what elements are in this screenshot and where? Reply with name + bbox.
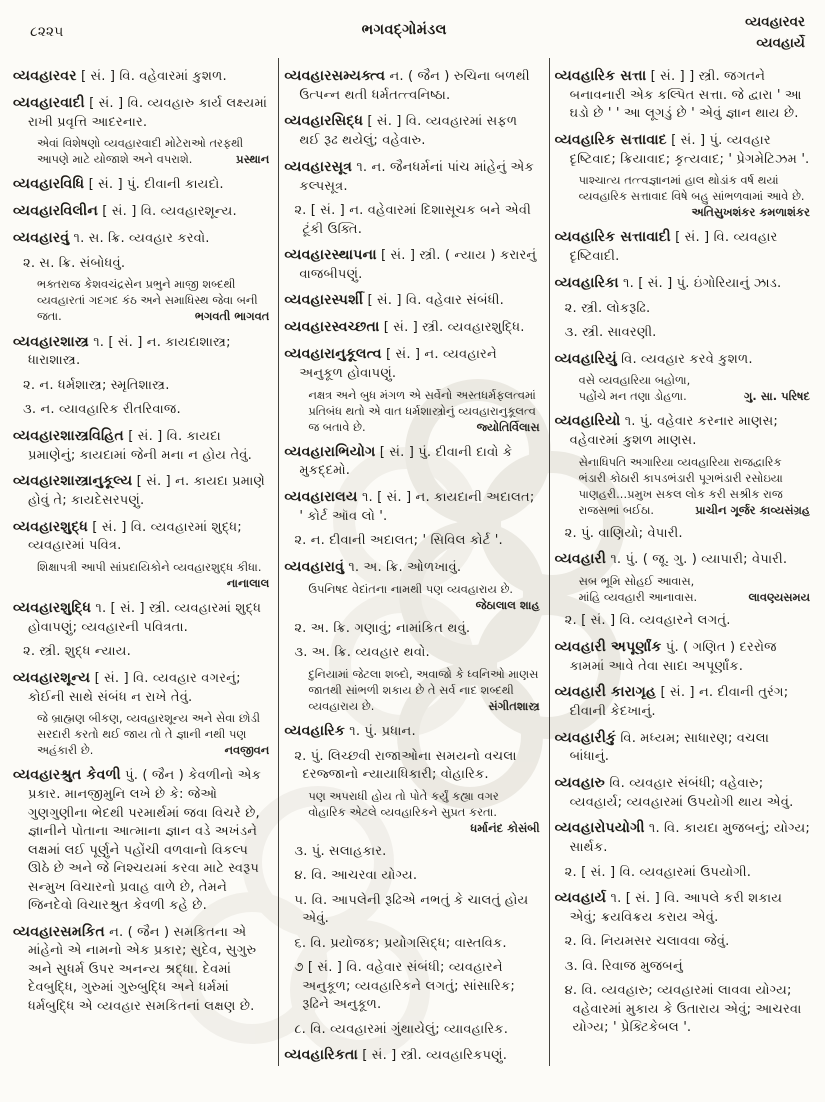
headword: વ્યવહારવર xyxy=(13,68,77,84)
entry-body: વિ. વ્યવહાર કરવે કુશળ. xyxy=(616,351,753,367)
headword: વ્યવહારશુદ્ધ xyxy=(13,518,88,535)
citation-source: જેઠાલાલ શાહ xyxy=(475,598,540,612)
dictionary-entry xyxy=(555,819,812,857)
book-title: ભગવદ્ગોમંડલ xyxy=(361,22,447,38)
entry-body: [ સં. ] સ્ત્રી. વ્યવહારશુદ્ધિ. xyxy=(379,320,525,336)
citation-block xyxy=(308,789,539,837)
entry-body: વિ. વ્યવહાર સંબંધી; વહેવારુ; વ્યવહાર્ય; વ્યવહારમાં ઉપયોગી થાય એવું. xyxy=(569,775,794,810)
dictionary-entry xyxy=(13,599,271,637)
citation-source: નાનાલાલ xyxy=(226,576,270,590)
citation-text: ઉપનિષદ વેદાંતના નામથી પણ વ્યવહારાય છે. xyxy=(308,582,514,596)
citation-block xyxy=(308,667,539,715)
headword: વ્યવહારિક સત્તાવાદી xyxy=(554,229,671,246)
headword: વ્યવહારશુદ્ધિ xyxy=(13,599,92,616)
sense-item: ૩. ન. વ્યાવહારિક રીતરિવાજ. xyxy=(23,402,181,418)
entry-body: ૧. પું. ( જૂ. ગુ. ) વ્યાપારી; વેપારી. xyxy=(606,552,788,568)
sense-item: ૨. અ. ક્રિ. ગણાવું; નામાંકિત થવું. xyxy=(294,620,471,636)
citation-text: શિક્ષાપત્રી આપી સાંપ્રદાયિકોને વ્યવહારશુદ્ધ કીધા. xyxy=(37,560,262,574)
sense-item: ૨. [ સં. ] વિ. વ્યવહારને લગતું. xyxy=(564,613,731,629)
citation-text: નક્ષત્ર અને બુધ મંગળ એ સર્વેનો અસ્તધર્મફલત્વમાં પ્રતિબંધ થતો એ વાત ધર્મશાસ્ત્રોનું વ્યવહારાનુકૂલત્વ જ બતાવે છે. xyxy=(308,388,536,434)
citation-block xyxy=(37,277,269,325)
dictionary-entry xyxy=(555,889,812,927)
dictionary-entry xyxy=(284,488,541,526)
guide-word-bottom: વ્યવહાર્યે xyxy=(756,34,805,51)
sense-item: ૪. વિ. આચરવા યોગ્ય. xyxy=(294,868,418,884)
entry-body: ૧. [ સં. ] ન. કાયદાની અદાલત; ' કોર્ટ ઑવ લો '. xyxy=(299,489,535,524)
headword: વ્યવહારસ્પર્શી xyxy=(284,292,364,309)
citation-block xyxy=(37,560,269,592)
guide-word-top: વ્યવહારવર xyxy=(745,14,805,30)
dictionary-entry xyxy=(555,350,812,370)
headword: વ્યવહારવિલીન xyxy=(13,203,99,220)
sense-item: ૩. સ્ત્રી. સાવરણી. xyxy=(564,325,657,341)
dictionary-entry xyxy=(284,291,541,311)
page-number: ૮૨૨૫ xyxy=(30,24,64,40)
dictionary-entry xyxy=(555,729,812,767)
entry-body: [ સં. ] પું. દીવાની કાયદો. xyxy=(84,177,224,193)
entry-body: [ સં. ] ન. કાયદા પ્રમાણે હોવું તે; કાયદેસરપણું. xyxy=(28,474,266,509)
dictionary-entry xyxy=(284,345,541,383)
dictionary-entry xyxy=(284,443,541,481)
citation-block xyxy=(579,455,810,519)
citation-source: ભગવતી ભાગવત xyxy=(194,310,270,324)
entry-body: [ સં. ] સ્ત્રી. ( ન્યાય ) કરારનું વાજબીપણું. xyxy=(299,248,537,282)
sense-item: ૨. ન. ધર્મશાસ્ત્ર; સ્મૃતિશાસ્ત્ર. xyxy=(23,377,170,393)
entry-body: ૧. [ સં. ] સ્ત્રી. વ્યવહારમાં શુદ્ધ હોવાપણું; વ્યવહારની પવિત્રતા. xyxy=(28,600,262,635)
citation-text: પણ અપરાધી હોય તો પોતે કર્યું કહ્યા વગર વોહારિક એટલે વ્યવહારિકને સુપ્રત કરતા. xyxy=(308,789,499,819)
citation-text: સેનાધિપતિ અગારિયા વ્યવહારિયા રાજદ્વારિક ભંડારી કોઠારી કાપડભંડારી પૂગભંડારી રસોઇયા પાણહરી...પ્રમુખ સકલ લોક કરી સશ્રીક રાજ રાજસભાં બઈઠા. xyxy=(578,455,783,517)
sense-item: ૭ [ સં. ] વિ. વહેવાર સંબંધી; વ્યવહારને અનુકૂળ; વ્યવહારિકને લગતું; સાંસારિક; રૂઢિને અનુકૂળ. xyxy=(294,960,515,1013)
headword: વ્યવહાર્ય xyxy=(554,890,607,907)
dictionary-entry xyxy=(13,67,271,87)
guide-words xyxy=(745,12,805,54)
citation-block xyxy=(579,574,810,606)
entry-body: [ સં. ] વિ. વહેવાર સંબંધી. xyxy=(363,293,504,309)
citation-source: જ્યોતિર્વિલાસ xyxy=(476,420,540,434)
dictionary-entry xyxy=(284,318,541,338)
dictionary-entry xyxy=(284,158,541,196)
citation-text: ભક્તરાજ કેશવચંદ્રસેન પ્રભુને માજી શબ્દથી વ્યવહારતાં ગદગદ કંઠ અને સમાધિસ્થ જેવા બની જતા. xyxy=(37,278,258,324)
entry-body: ૧. વિ. કાયદા મુજબનું; યોગ્ય; સાર્થક. xyxy=(569,821,810,856)
headword: વ્યવહારોપયોગી xyxy=(554,820,645,837)
dictionary-entry xyxy=(555,67,812,124)
entry-body: [ સં. ] પું. વ્યવહાર દૃષ્ટિવાદ; ક્રિયાવાદ; કૃત્યવાદ; ' પ્રેગમેટિઝમ '. xyxy=(569,132,810,167)
headword: વ્યવહારસૂત્ર xyxy=(284,158,353,175)
entry-body: ૧. [ સં. ] પું. ઇંગોરિયાનું ઝાડ. xyxy=(618,275,782,291)
headword: વ્યવહારી xyxy=(554,551,607,568)
page-header xyxy=(8,8,819,56)
dictionary-entry xyxy=(555,228,812,266)
entry-body: ન. ( જૈન ) સમકિતના એ માંહેનો એ નામનો એક પ્રકાર; સુદેવ, સુગુરુ અને સુધર્મ ઉપર અનન્ય શ્રદ્ધા. દેવમાં દેવબુદ્ધિ, ગુરુમાં ગુરુબુદ્ધિ અને ધર્મમાં ધર્મબુદ્ધિ એ વ્યવહાર સમકિતનાં લક્ષણ છે. xyxy=(28,924,257,1014)
dictionary-entry xyxy=(13,175,271,195)
headword: વ્યવહારિયો xyxy=(554,413,621,430)
citation-block xyxy=(308,582,539,614)
dictionary-entry xyxy=(284,67,541,105)
sense-item: ૨. પું. લિચ્છવી રાજાઓના સમયનો વચલા દરજ્જાનો ન્યાયાધિકારી; વોહારિક. xyxy=(294,748,517,783)
entry-body: [ સં. ] ] સ્ત્રી. જગતને બનાવનારી એક કલ્પિત સત્તા. જે દ્વારા ' આ ઘડો છે ' ' આ લૂગડું છે ' એવું જ્ઞાન થાય છે. xyxy=(569,69,802,122)
sense-item: ૮. વિ. વ્યવહારમાં ગુંથાયેલું; વ્યાવહારિક. xyxy=(294,1021,508,1037)
entry-body: [ સં. ] વિ. વ્યવહારશૂન્ય. xyxy=(98,204,237,220)
dictionary-entry xyxy=(284,1046,541,1066)
citation-source: નવજીવન xyxy=(224,744,270,758)
dictionary-entry xyxy=(13,229,271,249)
dictionary-entry xyxy=(555,550,812,570)
dictionary-entry xyxy=(13,472,271,510)
citation-block xyxy=(579,373,810,405)
dictionary-entry xyxy=(284,558,541,578)
entry-body: ન. ( જૈન ) રુચિના બળથી ઉત્પન્ન થતી ધર્મતત્ત્વનિષ્ઠા. xyxy=(299,69,530,103)
headword: વ્યવહારસ્વચ્છતા xyxy=(284,319,380,336)
dictionary-entry xyxy=(13,766,271,915)
citation-text: એવાં વિશેષણો વ્યવહારવાદી મોટેરાઓ તરફથી આપણે માટે યોજાશે અને વપરાશે. xyxy=(37,137,244,167)
entry-body: [ સં. ] ન. દીવાની તુરંગ; દીવાની કેદખાનું. xyxy=(569,685,789,720)
sense-item: ૩. પું. સલાહકાર. xyxy=(294,843,387,859)
sense-item: ૩. વિ. રિવાજ મુજબનું xyxy=(564,958,683,974)
sense-item: ૩. અ. ક્રિ. વ્યવહાર થવો. xyxy=(294,645,430,661)
entry-body: [ સં. ] વિ. વહેવારમાં કુશળ. xyxy=(76,69,227,84)
citation-source: પ્રસ્થાન xyxy=(236,153,270,167)
entry-body: ૧. ન. જૈનધર્મનાં પાંચ માંહેનું એક કલ્પસૂત્ર. xyxy=(299,159,534,194)
sense-item: ૨. સ. ક્રિ. સંબોધવું. xyxy=(23,255,126,271)
headword: વ્યવહારિક xyxy=(284,722,345,739)
headword: વ્યવહારી કારાગૃહ xyxy=(554,684,657,701)
dictionary-entry xyxy=(13,923,271,1017)
headword: વ્યવહારિક સત્તા xyxy=(554,68,647,84)
citation-source: સંગીતશાસ્ત્ર xyxy=(488,699,540,713)
entry-body: [ સં. ] વિ. વ્યવહારમાં સફળ થઈ રૂઢ થયેલું; વહેવારુ. xyxy=(299,114,518,149)
headword: વ્યવહારિકા xyxy=(554,274,619,291)
entry-body: [ સં. ] વિ. વ્યવહારુ કાર્ય લક્ષ્યમાં રાખી પ્રવૃત્તિ આદરનાર. xyxy=(28,95,268,130)
dictionary-entry xyxy=(13,333,271,371)
headword: વ્યવહારવાદી xyxy=(13,94,85,111)
headword: વ્યવહારીકું xyxy=(554,729,617,746)
sense-item: ૫. વિ. આપલેની રૂઢિએ નભતું કે ચાલતું હોય એવું. xyxy=(294,892,529,927)
citation-text: દુનિયામાં જેટલા શબ્દો, અવાજો કે ધ્વનિઓ માણસ જાતથી સાંભળી શકાય છે તે સર્વ નાદ શબ્દથી વ્યવહારાય છે. xyxy=(308,667,539,713)
sense-item: ૨. સ્ત્રી. લોકરૂઢિ. xyxy=(564,300,651,316)
headword: વ્યવહારસમ્યક્ત્વ xyxy=(284,68,386,84)
entry-body: ૧. [ સં. ] વિ. આપલે કરી શકાય એવું; ક્રયવિક્રય કરાય એવું. xyxy=(569,891,783,925)
entry-body: ૧. પું. પ્રધાન. xyxy=(344,723,416,739)
citation-text: વસે વ્યવહારિયા બહોળા, પહોંચે મન તણા ડોહળા. xyxy=(578,374,691,404)
headword: વ્યવહારાવું xyxy=(284,558,345,575)
dictionary-entry xyxy=(555,274,812,294)
sense-item: ૨. ન. દીવાની અદાલત; ' સિવિલ કોર્ટ '. xyxy=(294,533,503,549)
sense-item: ૬. વિ. પ્રયોજક; પ્રયોગસિદ્ધ; વાસ્તવિક. xyxy=(294,935,507,951)
headword: વ્યવહારાભિયોગ xyxy=(284,443,376,460)
entry-body: પું. ( ગણિત ) દરરોજ કામમાં આવે તેવા સાદા અપૂર્ણાંક. xyxy=(569,639,777,674)
column-3 xyxy=(549,58,819,1066)
dictionary-entry xyxy=(284,112,541,150)
sense-item: ૨. સ્ત્રી. શુદ્ધ ન્યાય. xyxy=(23,644,131,660)
dictionary-entry xyxy=(13,94,271,132)
dictionary-entry xyxy=(13,669,271,707)
entry-body: ૧. સ. ક્રિ. વ્યવહાર કરવો. xyxy=(69,231,210,247)
column-1 xyxy=(8,58,278,1066)
citation-source: લાવણ્યસમય xyxy=(748,591,810,605)
entry-body: વિ. મધ્યમ; સાધારણ; વચલા બાંધાનું. xyxy=(569,730,770,765)
headword: વ્યવહારિકતા xyxy=(284,1047,358,1064)
citation-source: ગુ. સા. પરિષદ xyxy=(744,390,810,404)
citation-source: ધર્માનંદ કોસંબી xyxy=(470,821,540,835)
headword: વ્યવહારશૂન્ય xyxy=(13,669,91,686)
citation-source: પ્રાચીન ગૂર્જર કાવ્યસંગ્રહ xyxy=(695,503,810,517)
column-2 xyxy=(278,58,548,1066)
headword: વ્યવહારસ્થાપના xyxy=(284,247,377,264)
dictionary-entry xyxy=(555,638,812,676)
dictionary-entry xyxy=(13,427,271,465)
dictionary-entry xyxy=(13,202,271,222)
dictionary-entry xyxy=(555,131,812,169)
citation-text: સબ ભૂમિ સોહઈ આવાસ, માંહિ વ્યવહારી આનાવાસ. xyxy=(578,575,698,605)
headword: વ્યવહારિયું xyxy=(554,350,617,367)
entry-body: [ સં. ] વિ. કાયદા પ્રમાણેનું; કાયદામાં જેની મના ન હોય તેવું. xyxy=(28,428,252,463)
columns xyxy=(8,58,819,1066)
citation-text: પાશ્ચાત્ય તત્ત્વજ્ઞાનમાં હાલ થોડાંક વર્ષ થયાં વ્યવહારિક સત્તાવાદ વિષે બહુ સાંભળવામાં આવે છે. xyxy=(578,174,805,204)
headword: વ્યવહારાલય xyxy=(284,488,358,505)
citation-block xyxy=(37,136,269,168)
headword: વ્યવહારશાસ્ત્ર xyxy=(13,333,89,350)
entry-body: [ સં. ] સ્ત્રી. વ્યવહારિકપણું. xyxy=(357,1048,508,1064)
sense-item: ૨. [ સં. ] ન. વહેવારમાં દિશાસૂચક બને એવી ટૂંકી ઉક્તિ. xyxy=(294,203,531,237)
entry-body: ૧. પું. વહેવાર કરનાર માણસ; વહેવારમાં કુશળ માણસ. xyxy=(569,414,778,449)
entry-body: [ સં. ] વિ. વ્યવહાર દૃષ્ટિવાદી. xyxy=(569,230,778,265)
entry-body: [ સં. ] ન. વ્યવહારને અનુકૂળ હોવાપણું. xyxy=(299,347,497,382)
dictionary-entry xyxy=(284,246,541,284)
headword: વ્યવહારુ xyxy=(554,774,606,791)
sense-item: ૨. વિ. નિયમસર ચલાવવા જેવું. xyxy=(564,934,730,950)
dictionary-entry xyxy=(13,518,271,556)
entry-body: [ સં. ] વિ. વ્યવહાર વગરનું; કોઈની સાથે સંબંધ ન રાખે તેવું. xyxy=(28,670,241,705)
citation-block xyxy=(579,173,810,221)
entry-body: [ સં. ] પું. દીવાની દાવો કે મુકદ્દમો. xyxy=(299,444,513,479)
dictionary-entry xyxy=(555,774,812,812)
headword: વ્યવહારી અપૂર્ણાંક xyxy=(554,638,662,655)
dictionary-entry xyxy=(284,722,541,742)
headword: વ્યવહારવિધિ xyxy=(13,176,85,193)
headword: વ્યવહારવું xyxy=(13,230,70,247)
sense-item: ૨. [ સં. ] વિ. વ્યવહારમાં ઉપયોગી. xyxy=(564,864,752,880)
entry-body: [ સં. ] વિ. વ્યવહારમાં શુદ્ધ; વ્યવહારમાં પવિત્ર. xyxy=(28,519,242,554)
citation-text: જે બ્રાહ્મણ બીકણ, વ્યવહારશૂન્ય અને સેવા છોડી સરદારી કરતો થઈ જાય તો તે જ્ઞાની નથી પણ અહંકારી છે. xyxy=(37,712,261,758)
citation-block xyxy=(308,388,539,436)
headword: વ્યવહારશાસ્ત્રાનુકૂલ્ય xyxy=(13,473,133,490)
sense-item: ૨. પું. વાણિયો; વેપારી. xyxy=(564,525,683,541)
headword: વ્યવહારિક સત્તાવાદ xyxy=(554,131,667,148)
entry-body: પું. ( જૈન ) કેવળીનો એક પ્રકાર. માનજીમુનિ લખે છે કે: જેઓ ગુણગુણીના ભેદથી પરમાર્થમાં જવા વિચરે છે, જ્ઞાનીને પોતાના આત્માના જ્ઞાન વડે અખંડને લક્ષમાં લઈ પૂર્ણુને પહોંચી વળવાનો વિકલ્પ ઊઠે છે અને જે નિશ્ચયમાં કરવા માટે સ્વરૂપ સન્મુખ વિચારનો પ્રવાહ વાળે છે, તેમને જિનદેવો વિચારશ્રુત કેવળી કહે છે. xyxy=(28,768,262,914)
dictionary-entry xyxy=(555,412,812,450)
dictionary-entry xyxy=(555,683,812,721)
headword: વ્યવહારસમકિત xyxy=(13,923,105,940)
sense-item: ૪. વિ. વ્યવહારુ; વ્યવહારમાં લાવવા યોગ્ય; વહેવારમાં મુકાય કે ઉતારાય એવું; આચરવા યોગ્ય; ' પ્રેક્ટિકેબલ '. xyxy=(564,983,802,1036)
headword: વ્યવહારસિદ્ધ xyxy=(284,113,364,130)
entry-body: ૧. અ. ક્રિ. ઓળખાવું. xyxy=(344,559,462,575)
headword: વ્યવહારશાસ્ત્રવિહિત xyxy=(13,427,124,444)
entry-body: ૧. [ સં. ] ન. કાયદાશાસ્ત્ર; ધારાશાસ્ત્ર. xyxy=(28,334,231,369)
headword: વ્યવહારાનુકૂલત્વ xyxy=(284,346,382,363)
headword: વ્યવહારશ્રુત કેવળી xyxy=(13,767,121,784)
citation-block xyxy=(37,711,269,759)
citation-source: અતિસુખશંકર કમળાશંકર xyxy=(691,206,810,220)
